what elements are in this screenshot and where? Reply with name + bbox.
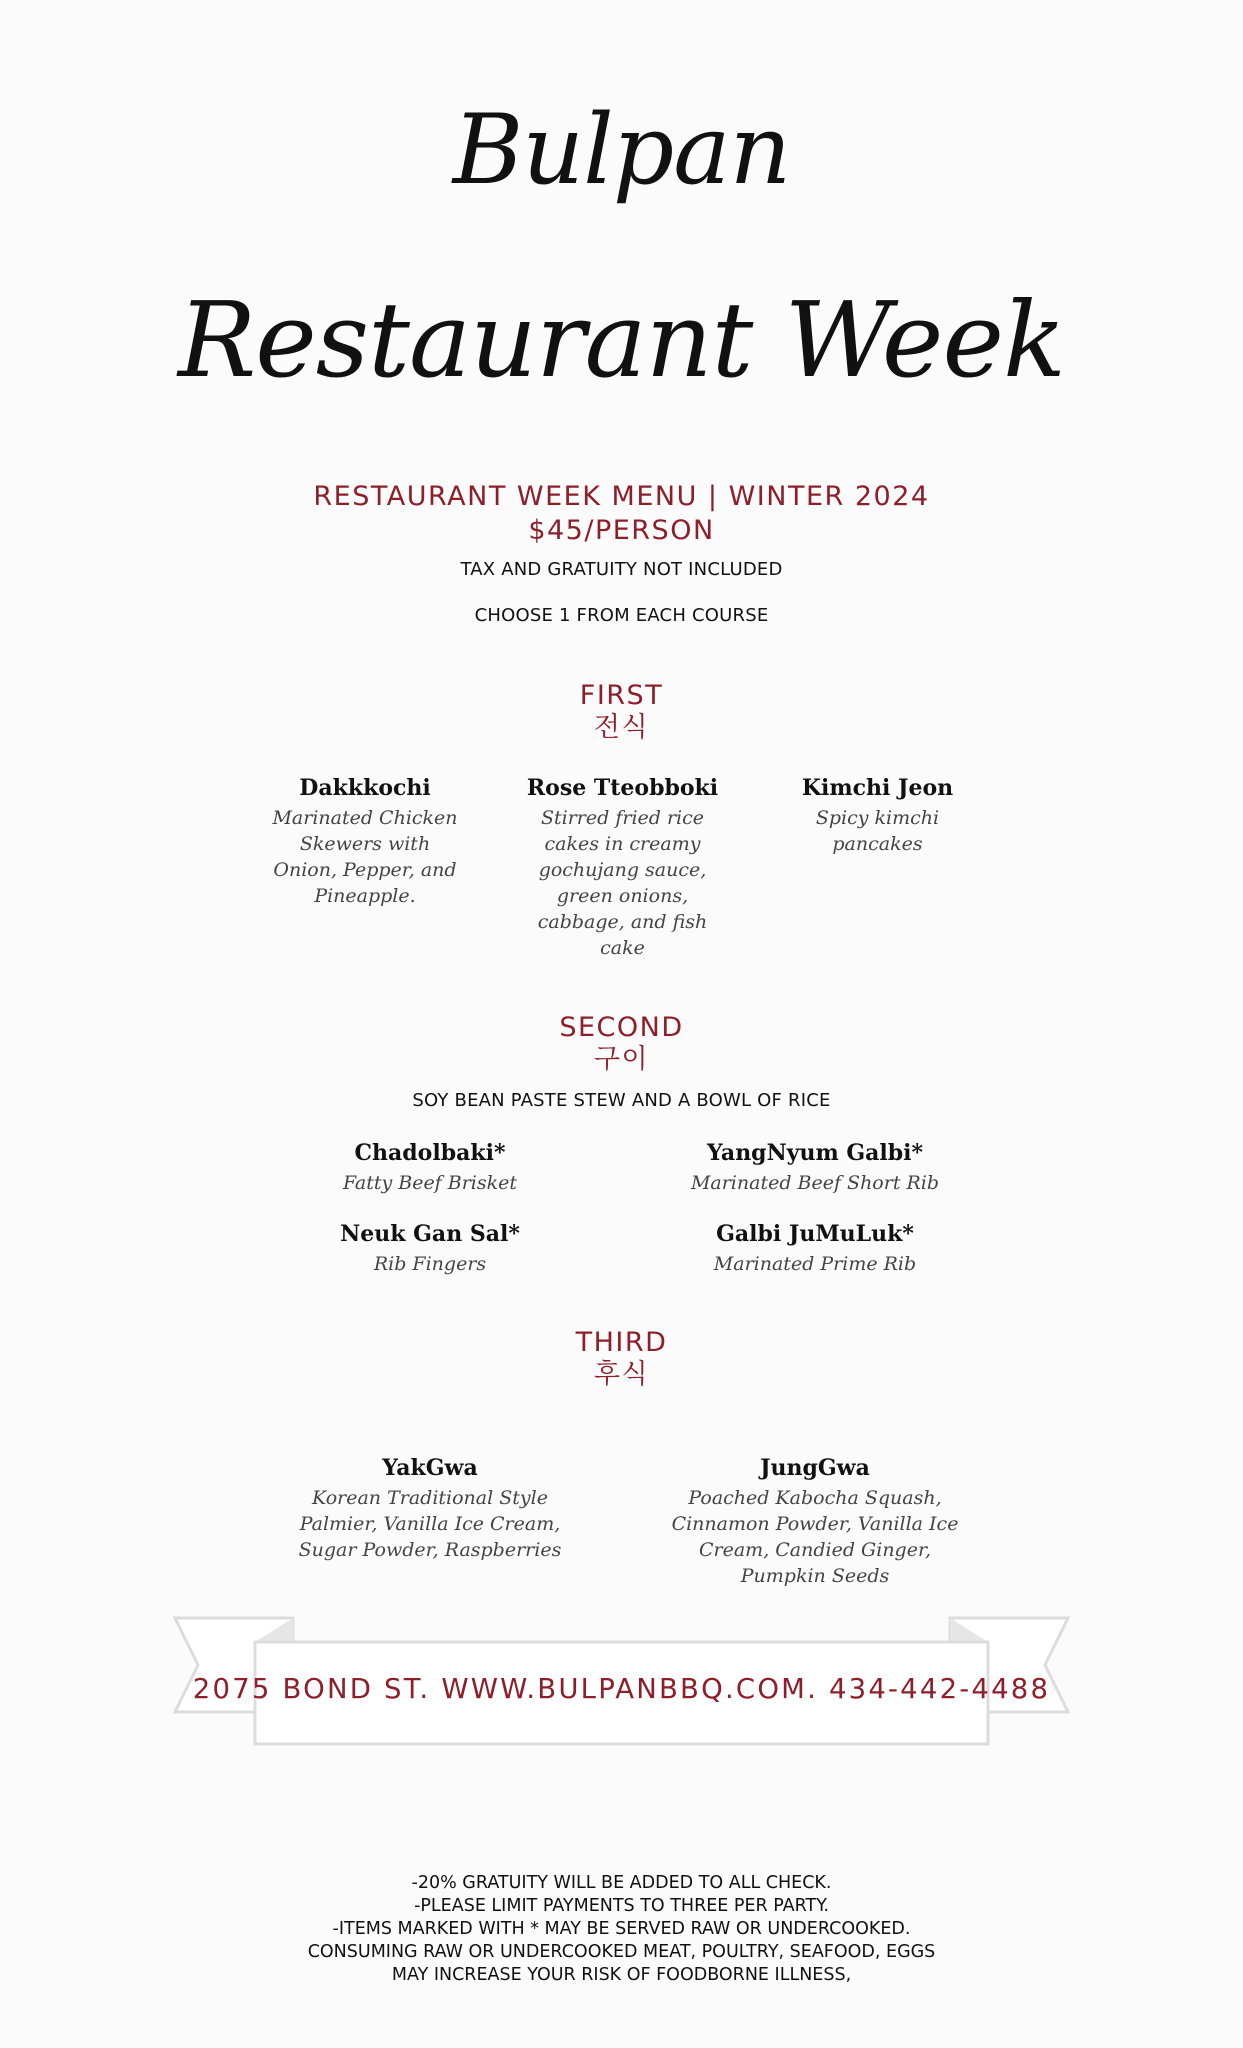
dish-name: YangNyum Galbi*: [706, 1140, 924, 1166]
course-korean-second: 구이: [593, 1044, 650, 1075]
dish-description: Spicy kimchi pancakes: [815, 807, 940, 855]
tax-note: TAX AND GRATUITY NOT INCLUDED: [460, 559, 783, 580]
course-title-first: FIRST: [579, 680, 664, 711]
dish-name: Neuk Gan Sal*: [340, 1221, 520, 1247]
dish-name: YakGwa: [382, 1455, 478, 1481]
dish-description: Poached Kabocha Squash, Cinnamon Powder, Vanilla Ice Cream, Candied Ginger, Pumpkin Seeds: [671, 1487, 959, 1587]
footer-line: CONSUMING RAW OR UNDERCOOKED MEAT, POULTRY, SEAFOOD, EGGS: [307, 1942, 936, 1962]
dish-item: [680, 1221, 950, 1277]
footer-notes: [0, 1872, 1243, 1987]
course-title-third: THIRD: [575, 1327, 668, 1358]
course-instruction: CHOOSE 1 FROM EACH COURSE: [474, 605, 769, 626]
dish-description: Marinated Beef Short Rib: [690, 1172, 940, 1194]
dish-item: [310, 1221, 550, 1277]
dish-name: Rose Tteobboki: [526, 775, 719, 801]
dish-item: [665, 1455, 965, 1589]
dish-item: [290, 1455, 570, 1563]
footer-line: MAY INCREASE YOUR RISK OF FOODBORNE ILLNESS,: [391, 1965, 852, 1985]
dish-item: [310, 1140, 550, 1196]
restaurant-logo: Bulpan: [452, 94, 791, 206]
dish-name: JungGwa: [760, 1455, 870, 1481]
footer-line: -ITEMS MARKED WITH * MAY BE SERVED RAW OR UNDERCOOKED.: [332, 1919, 911, 1939]
dish-name: Chadolbaki*: [354, 1140, 506, 1166]
dish-description: Marinated Chicken Skewers with Onion, Pepper, and Pineapple.: [272, 807, 458, 907]
dish-description: Marinated Prime Rib: [713, 1253, 917, 1275]
dish-description: Rib Fingers: [373, 1253, 487, 1275]
menu-title: RESTAURANT WEEK MENU | WINTER 2024: [313, 481, 930, 512]
contact-info: 2075 BOND ST. WWW.BULPANBBQ.COM. 434-442-4488: [192, 1673, 1051, 1705]
dish-item: [270, 775, 460, 909]
dish-description: Stirred fried rice cakes in creamy gochujang sauce, green onions, cabbage, and fish cake: [537, 807, 708, 959]
course-korean-third: 후식: [593, 1359, 650, 1390]
footer-line: -20% GRATUITY WILL BE ADDED TO ALL CHECK.: [411, 1873, 832, 1893]
course-note-second: SOY BEAN PASTE STEW AND A BOWL OF RICE: [412, 1090, 831, 1111]
dish-item: [790, 775, 965, 857]
dish-item: [520, 775, 725, 961]
footer-line: -PLEASE LIMIT PAYMENTS TO THREE PER PARTY.: [414, 1896, 829, 1916]
menu-price: $45/PERSON: [528, 515, 715, 546]
course-title-second: SECOND: [559, 1012, 684, 1043]
dish-description: Fatty Beef Brisket: [342, 1172, 518, 1194]
dish-description: Korean Traditional Style Palmier, Vanilla Ice Cream, Sugar Powder, Raspberries: [298, 1487, 562, 1561]
dish-name: Kimchi Jeon: [801, 775, 954, 801]
dish-name: Dakkkochi: [299, 775, 431, 801]
dish-item: [680, 1140, 950, 1196]
course-korean-first: 전식: [593, 712, 650, 743]
dish-name: Galbi JuMuLuk*: [716, 1221, 914, 1247]
event-title: Restaurant Week: [177, 279, 1066, 401]
